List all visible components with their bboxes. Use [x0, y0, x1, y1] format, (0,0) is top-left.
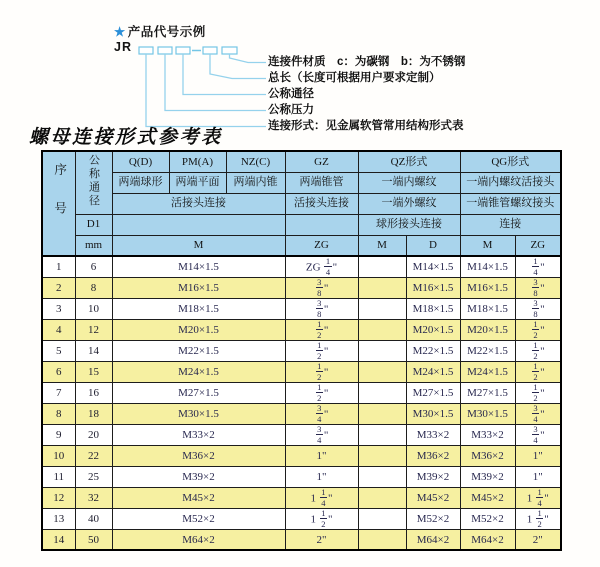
- cell-qg-zg: $\frac{3}{4}$ ": [515, 403, 561, 424]
- cell-qg-zg: $\frac{3}{8}$ ": [515, 277, 561, 298]
- header-desc-qg: 一端内螺纹活接头: [460, 172, 561, 193]
- cell-dn: 18: [75, 403, 112, 424]
- code-box-3: [176, 47, 190, 54]
- fraction: $\frac{1}{2}$: [533, 361, 538, 382]
- cell-seq: 10: [42, 445, 75, 466]
- cell-qg-m: M27×1.5: [460, 382, 515, 403]
- header-unit-zg: ZG: [285, 235, 358, 256]
- table-row: [42, 340, 561, 361]
- table-row: [42, 508, 561, 529]
- cell-gz: $\frac{1}{2}$ ": [285, 382, 358, 403]
- cell-qg-zg: 1 $\frac{1}{2}$ ": [515, 508, 561, 529]
- cell-gz: 1 $\frac{1}{2}$ ": [285, 508, 358, 529]
- header-conn-external-thread: 一端外螺纹: [358, 193, 460, 214]
- cell-dn: 32: [75, 487, 112, 508]
- fraction: $\frac{1}{2}$: [321, 508, 326, 529]
- cell-gz: $\frac{1}{2}$ ": [285, 319, 358, 340]
- header-form-qz: QZ形式: [358, 151, 460, 172]
- header-nominal-diameter: [75, 151, 112, 214]
- fraction: $\frac{1}{2}$: [533, 340, 538, 361]
- fraction: $\frac{1}{2}$: [317, 361, 322, 382]
- fraction: $\frac{1}{4}$: [537, 487, 542, 508]
- product-code-heading: [114, 22, 206, 40]
- cell-qg-m: M52×2: [460, 508, 515, 529]
- cell-seq: 2: [42, 277, 75, 298]
- cell-qz-m: [358, 256, 406, 277]
- fraction: $\frac{3}{4}$: [533, 403, 538, 424]
- cell-gz: $\frac{1}{2}$ ": [285, 340, 358, 361]
- header-desc-qz: 一端内螺纹: [358, 172, 460, 193]
- cell-m: M30×1.5: [112, 403, 285, 424]
- cell-qg-m: M45×2: [460, 487, 515, 508]
- label-connector-material: 连接件材质 c：为碳钢 b：为不锈钢: [268, 56, 466, 68]
- cell-qg-m: M20×1.5: [460, 319, 515, 340]
- header-desc-qd: 两端球形: [112, 172, 169, 193]
- cell-qz-m: [358, 382, 406, 403]
- cell-qg-zg: 1": [515, 445, 561, 466]
- header-form-qg: QG形式: [460, 151, 561, 172]
- cell-qg-zg: $\frac{3}{8}$ ": [515, 298, 561, 319]
- header-conn-taper-thread: 一端锥管螺纹接头: [460, 193, 561, 214]
- cell-qz-m: [358, 403, 406, 424]
- table-row: [42, 445, 561, 466]
- table-row: [42, 403, 561, 424]
- cell-qz-m: [358, 340, 406, 361]
- cell-qg-m: M18×1.5: [460, 298, 515, 319]
- label-nominal-pressure: 公称压力: [268, 104, 314, 116]
- code-box-1: [139, 47, 153, 54]
- fraction: $\frac{1}{2}$: [317, 340, 322, 361]
- cell-qg-m: M22×1.5: [460, 340, 515, 361]
- table-row: [42, 466, 561, 487]
- cell-dn: 14: [75, 340, 112, 361]
- fraction: $\frac{1}{2}$: [537, 508, 542, 529]
- cell-gz: $\frac{3}{8}$ ": [285, 298, 358, 319]
- fraction: $\frac{1}{2}$: [317, 382, 322, 403]
- header-desc-nzc: 两端内锥: [226, 172, 285, 193]
- cell-dn: 12: [75, 319, 112, 340]
- header-nominal-diameter-label: 公称通径: [87, 154, 100, 209]
- cell-gz: $\frac{3}{4}$ ": [285, 424, 358, 445]
- cell-seq: 4: [42, 319, 75, 340]
- header-form-qd: Q(D): [112, 151, 169, 172]
- cell-seq: 14: [42, 529, 75, 550]
- fraction: $\frac{1}{4}$: [325, 256, 331, 277]
- leader-line-length: [210, 54, 266, 79]
- cell-qg-zg: 1 $\frac{1}{4}$ ": [515, 487, 561, 508]
- header-desc-gz: 两端锥管: [285, 172, 358, 193]
- cell-qg-m: M30×1.5: [460, 403, 515, 424]
- table-row: [42, 529, 561, 550]
- cell-seq: 7: [42, 382, 75, 403]
- cell-qz-d: M24×1.5: [406, 361, 460, 382]
- cell-qg-zg: 1": [515, 466, 561, 487]
- cell-dn: 25: [75, 466, 112, 487]
- cell-qz-d: M16×1.5: [406, 277, 460, 298]
- cell-seq: 11: [42, 466, 75, 487]
- cell-m: M39×2: [112, 466, 285, 487]
- cell-qz-d: M20×1.5: [406, 319, 460, 340]
- cell-qg-zg: 2": [515, 529, 561, 550]
- cell-qz-m: [358, 319, 406, 340]
- header-conn: 连接: [460, 214, 561, 235]
- cell-qg-m: M64×2: [460, 529, 515, 550]
- table-row: [42, 277, 561, 298]
- cell-qz-m: [358, 277, 406, 298]
- cell-seq: 8: [42, 403, 75, 424]
- cell-qz-d: M14×1.5: [406, 256, 460, 277]
- header-unit-qz-d: D: [406, 235, 460, 256]
- cell-qg-zg: $\frac{1}{2}$ ": [515, 340, 561, 361]
- fraction: $\frac{3}{8}$: [317, 298, 322, 319]
- cell-gz: $\frac{3}{4}$ ": [285, 403, 358, 424]
- cell-m: M14×1.5: [112, 256, 285, 277]
- cell-dn: 22: [75, 445, 112, 466]
- fraction: $\frac{3}{8}$: [317, 277, 322, 298]
- cell-m: M16×1.5: [112, 277, 285, 298]
- product-code-prefix: JR: [114, 40, 132, 54]
- table-title: 螺母连接形式参考表: [29, 126, 223, 148]
- cell-qz-m: [358, 466, 406, 487]
- cell-seq: 5: [42, 340, 75, 361]
- cell-qg-zg: $\frac{3}{4}$ ": [515, 424, 561, 445]
- cell-qg-zg: $\frac{1}{2}$ ": [515, 361, 561, 382]
- cell-qz-m: [358, 487, 406, 508]
- cell-qg-m: M33×2: [460, 424, 515, 445]
- cell-gz: $\frac{1}{2}$ ": [285, 361, 358, 382]
- header-form-gz: GZ: [285, 151, 358, 172]
- cell-qg-m: M36×2: [460, 445, 515, 466]
- label-connection-form: 连接形式：见金属软管常用结构形式表: [268, 120, 464, 132]
- cell-qz-d: M27×1.5: [406, 382, 460, 403]
- fraction: $\frac{1}{4}$: [533, 256, 538, 277]
- cell-m: M27×1.5: [112, 382, 285, 403]
- fraction: $\frac{3}{8}$: [533, 298, 538, 319]
- table-header: [42, 151, 561, 256]
- table-row: [42, 298, 561, 319]
- fraction: $\frac{1}{4}$: [321, 487, 326, 508]
- header-desc-pma: 两端平面: [169, 172, 226, 193]
- table-row: [42, 319, 561, 340]
- cell-gz: 1": [285, 445, 358, 466]
- fraction: $\frac{1}{2}$: [533, 382, 538, 403]
- fraction: $\frac{1}{2}$: [533, 319, 538, 340]
- fraction: $\frac{3}{8}$: [533, 277, 538, 298]
- cell-m: M18×1.5: [112, 298, 285, 319]
- code-box-5: [222, 47, 237, 54]
- cell-gz: 1 $\frac{1}{4}$ ": [285, 487, 358, 508]
- header-form-nzc: NZ(C): [226, 151, 285, 172]
- cell-qz-d: M39×2: [406, 466, 460, 487]
- header-unit-mm: mm: [75, 235, 112, 256]
- cell-m: M24×1.5: [112, 361, 285, 382]
- table-body: [42, 256, 561, 550]
- cell-qz-d: M30×1.5: [406, 403, 460, 424]
- cell-dn: 20: [75, 424, 112, 445]
- cell-qg-zg: $\frac{1}{4}$ ": [515, 256, 561, 277]
- cell-dn: 40: [75, 508, 112, 529]
- cell-seq: 13: [42, 508, 75, 529]
- cell-gz: 2": [285, 529, 358, 550]
- cell-seq: 9: [42, 424, 75, 445]
- cell-qz-m: [358, 508, 406, 529]
- fraction: $\frac{1}{2}$: [317, 319, 322, 340]
- cell-seq: 12: [42, 487, 75, 508]
- cell-qg-zg: $\frac{1}{2}$ ": [515, 382, 561, 403]
- cell-qg-m: M16×1.5: [460, 277, 515, 298]
- nut-connection-table: [41, 150, 562, 551]
- table-row: [42, 487, 561, 508]
- cell-qg-zg: $\frac{1}{2}$ ": [515, 319, 561, 340]
- header-seq: [42, 151, 75, 256]
- cell-m: M64×2: [112, 529, 285, 550]
- code-box-2: [158, 47, 172, 54]
- table-row: [42, 424, 561, 445]
- leader-line-material: [230, 54, 267, 63]
- leader-line-form: [146, 54, 266, 127]
- cell-qz-d: M36×2: [406, 445, 460, 466]
- cell-qz-m: [358, 529, 406, 550]
- cell-dn: 50: [75, 529, 112, 550]
- fraction: $\frac{3}{4}$: [533, 424, 538, 445]
- cell-gz: 1": [285, 466, 358, 487]
- cell-dn: 10: [75, 298, 112, 319]
- cell-qz-m: [358, 445, 406, 466]
- label-nominal-diameter: 公称通径: [268, 88, 314, 100]
- fraction: $\frac{3}{4}$: [317, 403, 322, 424]
- header-unit-qz-m: M: [358, 235, 406, 256]
- cell-qg-m: M39×2: [460, 466, 515, 487]
- cell-qz-d: M18×1.5: [406, 298, 460, 319]
- header-d1: D1: [75, 214, 112, 235]
- cell-m: M22×1.5: [112, 340, 285, 361]
- cell-dn: 16: [75, 382, 112, 403]
- header-seq-label: 序号: [52, 163, 67, 241]
- header-unit-qg-zg: ZG: [515, 235, 561, 256]
- cell-seq: 6: [42, 361, 75, 382]
- header-unit-m: M: [112, 235, 285, 256]
- cell-seq: 3: [42, 298, 75, 319]
- cell-m: M52×2: [112, 508, 285, 529]
- header-conn-union-gz: 活接头连接: [285, 193, 358, 214]
- cell-m: M36×2: [112, 445, 285, 466]
- cell-qz-d: M64×2: [406, 529, 460, 550]
- cell-qg-m: M14×1.5: [460, 256, 515, 277]
- fraction: $\frac{3}{4}$: [317, 424, 322, 445]
- cell-gz: ZG $\frac{1}{4}$ ": [285, 256, 358, 277]
- cell-qz-m: [358, 298, 406, 319]
- cell-dn: 8: [75, 277, 112, 298]
- cell-qz-d: M52×2: [406, 508, 460, 529]
- table-row: [42, 382, 561, 403]
- code-diagram-lines: [0, 0, 600, 140]
- cell-qz-m: [358, 424, 406, 445]
- product-code-heading-text: 产品代号示例: [127, 25, 206, 39]
- cell-qz-d: M22×1.5: [406, 340, 460, 361]
- code-box-4: [203, 47, 217, 54]
- header-form-pma: PM(A): [169, 151, 226, 172]
- cell-m: M20×1.5: [112, 319, 285, 340]
- cell-dn: 15: [75, 361, 112, 382]
- cell-m: M33×2: [112, 424, 285, 445]
- header-conn-union: 活接头连接: [112, 193, 285, 214]
- header-ball-joint-conn: 球形接头连接: [358, 214, 460, 235]
- cell-qz-d: M33×2: [406, 424, 460, 445]
- label-total-length: 总长（长度可根据用户要求定制）: [268, 72, 441, 84]
- cell-qz-m: [358, 361, 406, 382]
- table-row: [42, 361, 561, 382]
- header-blank-gz: [285, 214, 358, 235]
- header-blank-left: [112, 214, 285, 235]
- cell-seq: 1: [42, 256, 75, 277]
- star-icon: ★: [114, 25, 126, 39]
- leader-line-diameter: [183, 54, 266, 95]
- cell-dn: 6: [75, 256, 112, 277]
- cell-gz: $\frac{3}{8}$ ": [285, 277, 358, 298]
- table-row: [42, 256, 561, 277]
- header-unit-qg-m: M: [460, 235, 515, 256]
- cell-qz-d: M45×2: [406, 487, 460, 508]
- cell-qg-m: M24×1.5: [460, 361, 515, 382]
- cell-m: M45×2: [112, 487, 285, 508]
